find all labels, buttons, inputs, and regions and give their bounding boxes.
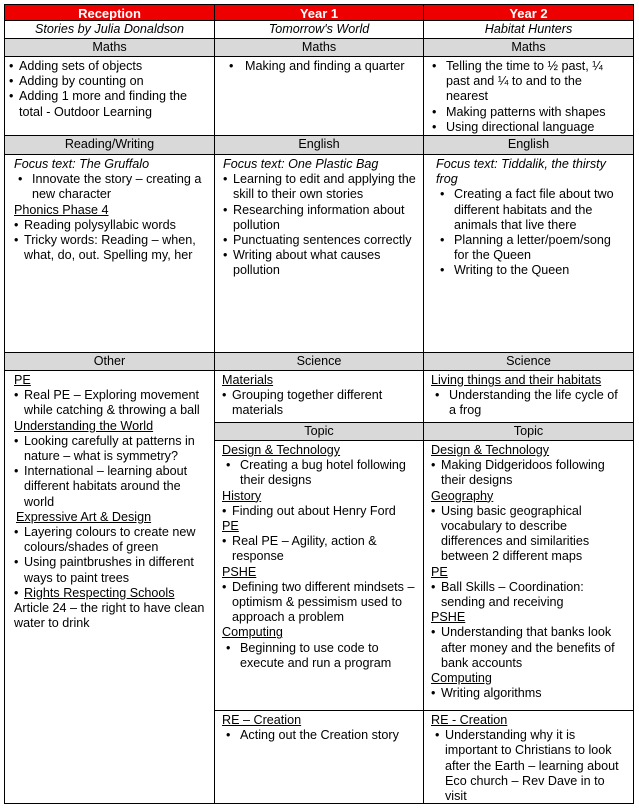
maths-heading-label: Maths	[92, 40, 127, 54]
english-year1-list	[223, 172, 417, 278]
list-item: • Researching information about pollution	[223, 203, 417, 233]
reading-reception-list	[14, 172, 208, 202]
pshe-subheading: PSHE	[222, 564, 257, 579]
list-item: • Innovate the story – creating a new character	[14, 172, 208, 202]
maths-year2-list	[428, 59, 627, 135]
maths-reception-list	[9, 59, 208, 120]
list-item: • Creating a bug hotel following their designs	[222, 458, 417, 488]
list-item: • Punctuating sentences correctly	[223, 233, 417, 248]
computing-subheading: Computing	[431, 671, 492, 686]
header-year1-label: Year 1	[299, 6, 339, 21]
pshe-subheading: PSHE	[431, 610, 466, 625]
re-subheading: RE – Creation	[222, 713, 302, 727]
list-item: • Grouping together different materials	[222, 388, 417, 418]
pe-subheading: PE	[431, 564, 448, 579]
ead-list	[14, 525, 208, 601]
phonics-subheading: Phonics Phase 4	[14, 202, 109, 217]
list-item: • Tricky words: Reading – when, what, do, out. Spelling my, her	[14, 233, 208, 263]
science-heading-year2	[423, 352, 634, 371]
pshe-list	[431, 625, 627, 671]
list-item: • Adding 1 more and finding the total - Outdoor Learning	[9, 89, 208, 119]
other-heading-label: Other	[93, 354, 126, 368]
theme-year1-label: Tomorrow's World	[268, 22, 370, 36]
living-things-subheading: Living things and their habitats	[431, 373, 602, 387]
english-year2-list	[436, 187, 627, 278]
list-item: • Finding out about Henry Ford	[222, 504, 417, 519]
header-year2-label: Year 2	[509, 6, 548, 21]
phonics-list	[14, 218, 208, 264]
list-item: • Making Didgeridoos following their designs	[431, 458, 627, 488]
list-item: • Reading polysyllabic words	[14, 218, 208, 233]
maths-reception	[4, 56, 215, 136]
theme-year2-label: Habitat Hunters	[484, 22, 573, 36]
science-year2-list	[431, 388, 627, 418]
list-item: • Creating a fact file about two different habitats and the animals that live there	[436, 187, 627, 233]
list-item: • Ball Skills – Coordination: sending and receiving	[431, 580, 627, 610]
list-item: • International – learning about different habitats around the world	[14, 464, 208, 510]
science-year1	[214, 370, 424, 423]
science-year2	[423, 370, 634, 423]
list-item: • Beginning to use code to execute and run a program	[222, 641, 417, 671]
theme-reception	[4, 20, 215, 39]
pe-subheading: PE	[14, 373, 31, 387]
list-item: • Layering colours to create new colours/shades of green	[14, 525, 208, 555]
other-reception	[4, 370, 215, 804]
maths-heading-label: Maths	[511, 40, 546, 54]
list-item: • Understanding the life cycle of a frog	[431, 388, 627, 418]
computing-list	[222, 641, 417, 671]
list-item: • Real PE – Agility, action & response	[222, 534, 417, 564]
focus-text-year1: Focus text: One Plastic Bag	[223, 157, 379, 171]
materials-subheading: Materials	[222, 373, 274, 387]
list-item: • Adding sets of objects	[9, 59, 208, 74]
list-item: • Real PE – Exploring movement while catching & throwing a ball	[14, 388, 208, 418]
computing-subheading: Computing	[222, 625, 283, 640]
geography-subheading: Geography	[431, 488, 494, 503]
dt-list	[431, 458, 627, 488]
list-item: • Writing algorithms	[431, 686, 627, 701]
header-reception	[4, 4, 215, 21]
list-item: • Planning a letter/poem/song for the Queen	[436, 233, 627, 263]
maths-year1	[214, 56, 424, 136]
history-list	[222, 504, 417, 519]
maths-year1-list	[219, 59, 417, 74]
utw-list	[14, 434, 208, 510]
header-year1	[214, 4, 424, 21]
list-item: • Looking carefully at patterns in nature – what is symmetry?	[14, 434, 208, 464]
list-item: • Rights Respecting Schools	[14, 586, 208, 601]
list-item: • Defining two different mindsets – optimism & pessimism used to approach a problem	[222, 580, 417, 626]
pe-list	[222, 534, 417, 564]
dt-subheading: Design & Technology	[222, 443, 341, 457]
focus-text-reception: Focus text: The Gruffalo	[14, 157, 150, 171]
pe-list	[431, 580, 627, 610]
rrs-text: Article 24 – the right to have clean water to drink	[14, 601, 205, 631]
dt-subheading: Design & Technology	[431, 443, 550, 457]
dt-list	[222, 458, 417, 488]
reading-heading-reception	[4, 135, 215, 155]
focus-text-year2: Focus text: Tiddalik, the thirsty frog	[436, 157, 606, 187]
curriculum-table	[4, 4, 634, 804]
english-year2	[423, 154, 634, 353]
topic-heading-year1	[214, 422, 424, 441]
re-subheading: RE - Creation	[431, 713, 508, 727]
english-heading-label: English	[507, 137, 550, 151]
science-year1-list	[222, 388, 417, 418]
topic-heading-label: Topic	[304, 424, 334, 438]
computing-list	[431, 686, 627, 701]
list-item: • Understanding why it is important to Christians to look after the Earth – learning about Eco church – Rev Dave in to visit	[435, 728, 627, 804]
re-year1	[214, 710, 424, 804]
science-heading-year1	[214, 352, 424, 371]
topic-heading-year2	[423, 422, 634, 441]
maths-heading-label: Maths	[301, 40, 337, 54]
topic-year1	[214, 440, 424, 711]
maths-heading-year1	[214, 38, 424, 57]
utw-subheading: Understanding the World	[14, 418, 154, 433]
list-item: • Using basic geographical vocabulary to describe differences and similarities between 2 different maps	[431, 504, 627, 565]
pshe-list	[222, 580, 417, 626]
list-item: • Using paintbrushes in different ways to paint trees	[14, 555, 208, 585]
list-item: • Telling the time to ½ past, ¼ past and ¼ to and to the nearest	[428, 59, 627, 105]
ead-subheading: Expressive Art & Design	[16, 509, 152, 524]
history-subheading: History	[222, 488, 262, 503]
maths-heading-reception	[4, 38, 215, 57]
theme-year1	[214, 20, 424, 39]
geography-list	[431, 504, 627, 565]
pe-list	[14, 388, 208, 418]
list-item: • Writing to the Queen	[436, 263, 627, 278]
list-item: • Understanding that banks look after money and the benefits of bank accounts	[431, 625, 627, 671]
topic-year2	[423, 440, 634, 711]
list-item: • Using directional language	[428, 120, 627, 135]
maths-heading-year2	[423, 38, 634, 57]
theme-year2	[423, 20, 634, 39]
other-heading	[4, 352, 215, 371]
re-year1-list	[222, 728, 417, 743]
theme-reception-label: Stories by Julia Donaldson	[34, 22, 185, 36]
maths-year2	[423, 56, 634, 136]
list-item: • Learning to edit and applying the skill to their own stories	[223, 172, 417, 202]
re-year2	[423, 710, 634, 804]
list-item: • Making and finding a quarter	[219, 59, 417, 74]
reading-reception	[4, 154, 215, 353]
english-year1	[214, 154, 424, 353]
re-year2-list	[431, 728, 627, 804]
english-heading-year2	[423, 135, 634, 155]
list-item: • Acting out the Creation story	[222, 728, 417, 743]
english-heading-label: English	[298, 137, 340, 151]
header-reception-label: Reception	[78, 6, 141, 21]
list-item: • Adding by counting on	[9, 74, 208, 89]
reading-heading-label: Reading/Writing	[64, 137, 155, 151]
pe-subheading: PE	[222, 519, 239, 534]
header-year2	[423, 4, 634, 21]
science-heading-label: Science	[296, 354, 342, 368]
topic-heading-label: Topic	[513, 424, 544, 438]
list-item: • Writing about what causes pollution	[223, 248, 417, 278]
science-heading-label: Science	[506, 354, 551, 368]
list-item: • Making patterns with shapes	[428, 105, 627, 120]
english-heading-year1	[214, 135, 424, 155]
